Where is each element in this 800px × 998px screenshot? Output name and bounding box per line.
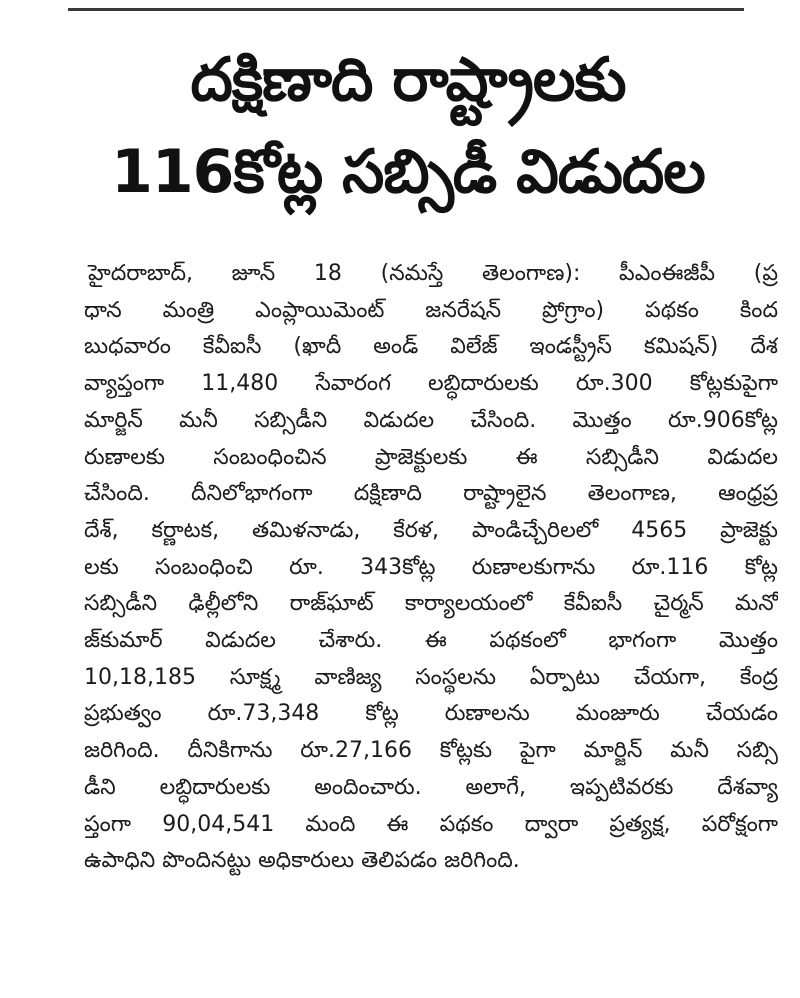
body-line: జ్‌కుమార్ విడుదల చేశారు. ఈ పథకంలో భాగంగా మొత్తం xyxy=(84,628,778,654)
body-line: 10,18,185 సూక్ష్మ వాణిజ్య సంస్థలను ఏర్పాటు చేయగా, కేంద్ర xyxy=(84,664,778,690)
body-line: ప్తంగా 90,04,541 మంది ఈ పథకం ద్వారా ప్రత్యక్ష, పరోక్షంగా xyxy=(84,811,778,837)
body-line: మార్జిన్ మనీ సబ్సిడీని విడుదల చేసింది. మొత్తం రూ.906కోట్ల xyxy=(84,407,778,433)
body-line: వ్యాప్తంగా 11,480 సేవారంగ లబ్ధిదారులకు రూ.300 కోట్లకుపైగా xyxy=(84,371,778,397)
article-body xyxy=(84,256,778,880)
body-line: బుధవారం కేవీఐసీ (ఖాదీ అండ్ విలేజ్ ఇండస్ట్రీస్ కమిషన్) దేశ xyxy=(84,334,778,360)
headline-line-1: దక్షిణాది రాష్ట్రాలకు xyxy=(190,45,626,115)
headline xyxy=(70,34,746,218)
body-line: రుణాలకు సంబంధించిన ప్రాజెక్టులకు ఈ సబ్సిడీని విడుదల xyxy=(84,444,778,470)
body-line: డీని లబ్ధిదారులకు అందించారు. అలాగే, ఇప్పటివరకు దేశవ్యా xyxy=(84,774,778,800)
top-rule xyxy=(68,8,744,11)
body-line: లకు సంబంధించి రూ. 343కోట్ల రుణాలకుగాను రూ.116 కోట్ల xyxy=(84,554,778,580)
body-line: ధాన మంత్రి ఎంప్లాయిమెంట్ జనరేషన్ ప్రోగ్రాం) పథకం కింద xyxy=(84,297,778,323)
body-line: ఉపాధిని పొందినట్టు అధికారులు తెలిపడం జరిగింది. xyxy=(84,848,520,874)
body-line: చేసింది. దీనిలోభాగంగా దక్షిణాది రాష్ట్రాలైన తెలంగాణ, ఆంధ్రప్ర xyxy=(84,481,778,507)
body-line: జరిగింది. దీనికిగాను రూ.27,166 కోట్లకు పైగా మార్జిన్ మనీ సబ్సి xyxy=(84,738,778,764)
body-line: సబ్సిడీని ఢిల్లీలోని రాజ్‌ఘాట్ కార్యాలయంలో కేవీఐసీ చైర్మన్ మనో xyxy=(84,591,778,617)
body-line: ప్రభుత్వం రూ.73,348 కోట్ల రుణాలను మంజూరు చేయడం xyxy=(84,701,778,727)
body-line: దేశ్, కర్ణాటక, తమిళనాడు, కేరళ, పాండిచ్చేరిలలో 4565 ప్రాజెక్టు xyxy=(84,517,778,543)
headline-line-2: 116కోట్ల సబ్సిడీ విడుదల xyxy=(111,137,705,207)
body-line: హైదరాబాద్, జూన్ 18 (నమస్తే తెలంగాణ): పీఎంఈజీపీ (ప్ర xyxy=(88,261,778,286)
